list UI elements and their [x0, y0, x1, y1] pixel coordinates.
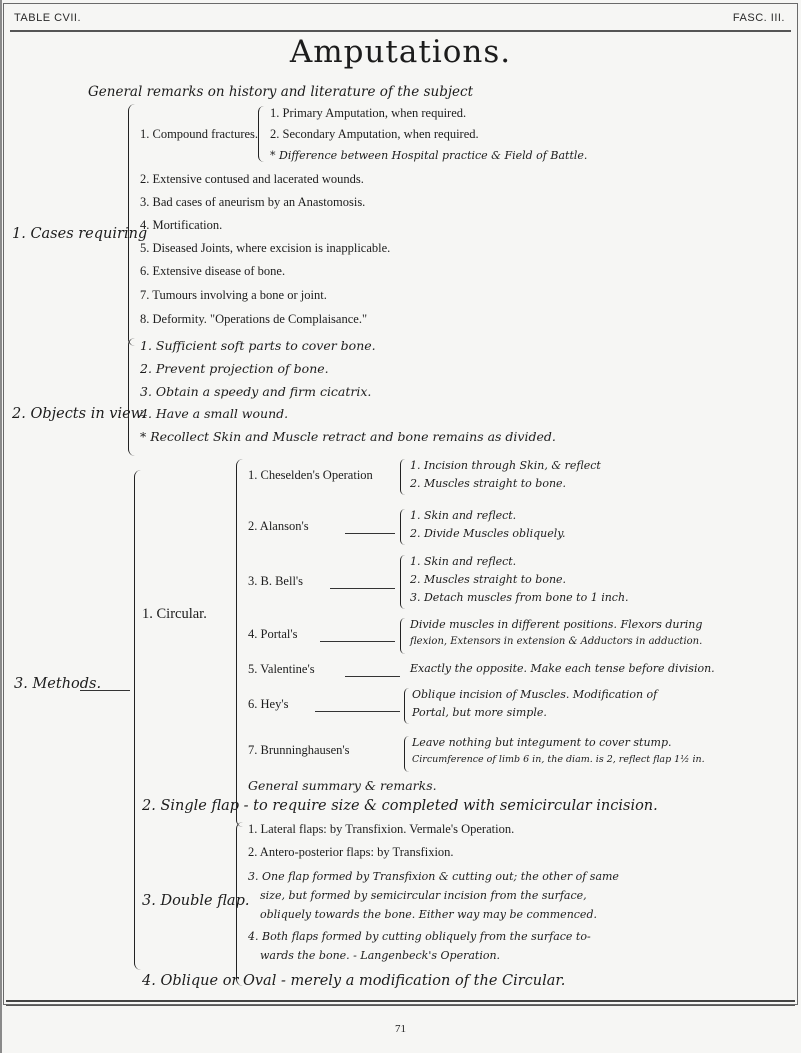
table-number: TABLE CVII.: [14, 12, 82, 24]
footer-rule: [6, 1005, 795, 1006]
object-item: 3. Obtain a speedy and firm cicatrix.: [140, 384, 372, 399]
double-flap-item: 4. Both flaps formed by cutting obliquely from the surface to-: [248, 930, 591, 943]
double-flap-item: 1. Lateral flaps: by Transfixion. Vermale's Operation.: [248, 822, 515, 836]
operation-step: Exactly the opposite. Make each tense before division.: [410, 662, 715, 675]
operation-step: Portal, but more simple.: [412, 706, 547, 719]
double-flap-item: wards the bone. - Langenbeck's Operation.: [260, 949, 501, 962]
operation-step: flexion, Extensors in extension & Adductors in adduction.: [410, 636, 703, 647]
operation-leader: [320, 641, 395, 642]
double-flap-item: obliquely towards the bone. Either way may be commenced.: [260, 908, 597, 921]
operation-brace: [400, 459, 405, 495]
operation-step: 1. Skin and reflect.: [410, 555, 517, 568]
operation-step: 3. Detach muscles from bone to 1 inch.: [410, 591, 629, 604]
operation-brace: [404, 736, 409, 772]
operation-step: Divide muscles in different positions. Flexors during: [410, 618, 703, 631]
footer-rule: [6, 1000, 795, 1002]
operation-name: 4. Portal's: [248, 627, 298, 641]
case-item: 4. Mortification.: [140, 218, 223, 232]
case-item: 2. Extensive contused and lacerated wounds.: [140, 172, 364, 186]
operation-step: 2. Muscles straight to bone.: [410, 573, 567, 586]
circular-label: 1. Circular.: [142, 606, 207, 622]
intro-line: General remarks on history and literature of the subject: [88, 84, 474, 100]
operation-leader: [315, 711, 400, 712]
double-flap-brace: [236, 822, 243, 986]
case-subitem: 1. Primary Amputation, when required.: [270, 106, 467, 120]
methods-label: 3. Methods.: [14, 676, 102, 692]
object-item: 2. Prevent projection of bone.: [140, 361, 329, 376]
operation-name: 5. Valentine's: [248, 662, 315, 676]
case-item: 8. Deformity. "Operations de Complaisance.": [140, 312, 368, 326]
page-number: 71: [395, 1023, 406, 1035]
operation-step: 1. Skin and reflect.: [410, 509, 517, 522]
page-title: Amputations.: [289, 34, 512, 70]
fascicle-number: FASC. III.: [732, 12, 785, 24]
case-subitem: * Difference between Hospital practice & Field of Battle.: [270, 149, 588, 162]
double-flap-label: 3. Double flap.: [142, 893, 250, 909]
case-item: 6. Extensive disease of bone.: [140, 264, 286, 278]
operation-name: 3. B. Bell's: [248, 574, 304, 588]
objects-label: 2. Objects in view.: [12, 406, 146, 422]
operation-step: 2. Divide Muscles obliquely.: [410, 527, 566, 540]
case-subitem: 2. Secondary Amputation, when required.: [270, 127, 479, 141]
operation-name: 6. Hey's: [248, 697, 289, 711]
methods-brace: [134, 470, 141, 970]
operation-leader: [345, 533, 395, 534]
double-flap-item: 2. Antero-posterior flaps: by Transfixion.: [248, 845, 454, 859]
operation-step: 2. Muscles straight to bone.: [410, 477, 567, 490]
operation-name: 1. Cheselden's Operation: [248, 468, 373, 482]
operation-step: Leave nothing but integument to cover stump.: [412, 736, 672, 749]
single-flap: 2. Single flap - to require size & completed with semicircular incision.: [142, 798, 658, 814]
case-item: 7. Tumours involving a bone or joint.: [140, 288, 327, 302]
operation-name: 2. Alanson's: [248, 519, 309, 533]
methods-leader: [80, 690, 130, 691]
object-item: * Recollect Skin and Muscle retract and bone remains as divided.: [140, 429, 556, 444]
operation-leader: [330, 588, 395, 589]
objects-brace: [128, 338, 135, 456]
operation-step: 1. Incision through Skin, & reflect: [410, 459, 601, 472]
oblique-method: 4. Oblique or Oval - merely a modification of the Circular.: [142, 973, 566, 989]
header-rule: [10, 30, 791, 32]
amputation-brace: [258, 106, 264, 162]
operation-brace: [404, 688, 409, 724]
case-item: 1. Compound fractures.: [140, 127, 259, 141]
operation-step: Oblique incision of Muscles. Modification of: [412, 688, 658, 701]
case-item: 3. Bad cases of aneurism by an Anastomosis.: [140, 195, 366, 209]
cases-label: 1. Cases requiring: [12, 226, 148, 242]
operation-leader: [345, 676, 400, 677]
cases-brace: [128, 104, 135, 346]
page-edge: [0, 0, 2, 1053]
object-item: 1. Sufficient soft parts to cover bone.: [140, 338, 376, 353]
case-item: 5. Diseased Joints, where excision is inapplicable.: [140, 241, 391, 255]
object-item: 4. Have a small wound.: [140, 406, 289, 421]
operation-step: Circumference of limb 6 in, the diam. is 2, reflect flap 1½ in.: [412, 754, 705, 765]
operation-brace: [400, 618, 405, 654]
double-flap-item: size, but formed by semicircular incision from the surface,: [260, 889, 587, 902]
circular-summary: General summary & remarks.: [248, 778, 437, 793]
operation-brace: [400, 555, 405, 609]
operation-name: 7. Brunninghausen's: [248, 743, 350, 757]
operation-brace: [400, 509, 405, 545]
double-flap-item: 3. One flap formed by Transfixion & cutting out; the other of same: [248, 870, 619, 883]
circular-brace: [236, 459, 243, 827]
